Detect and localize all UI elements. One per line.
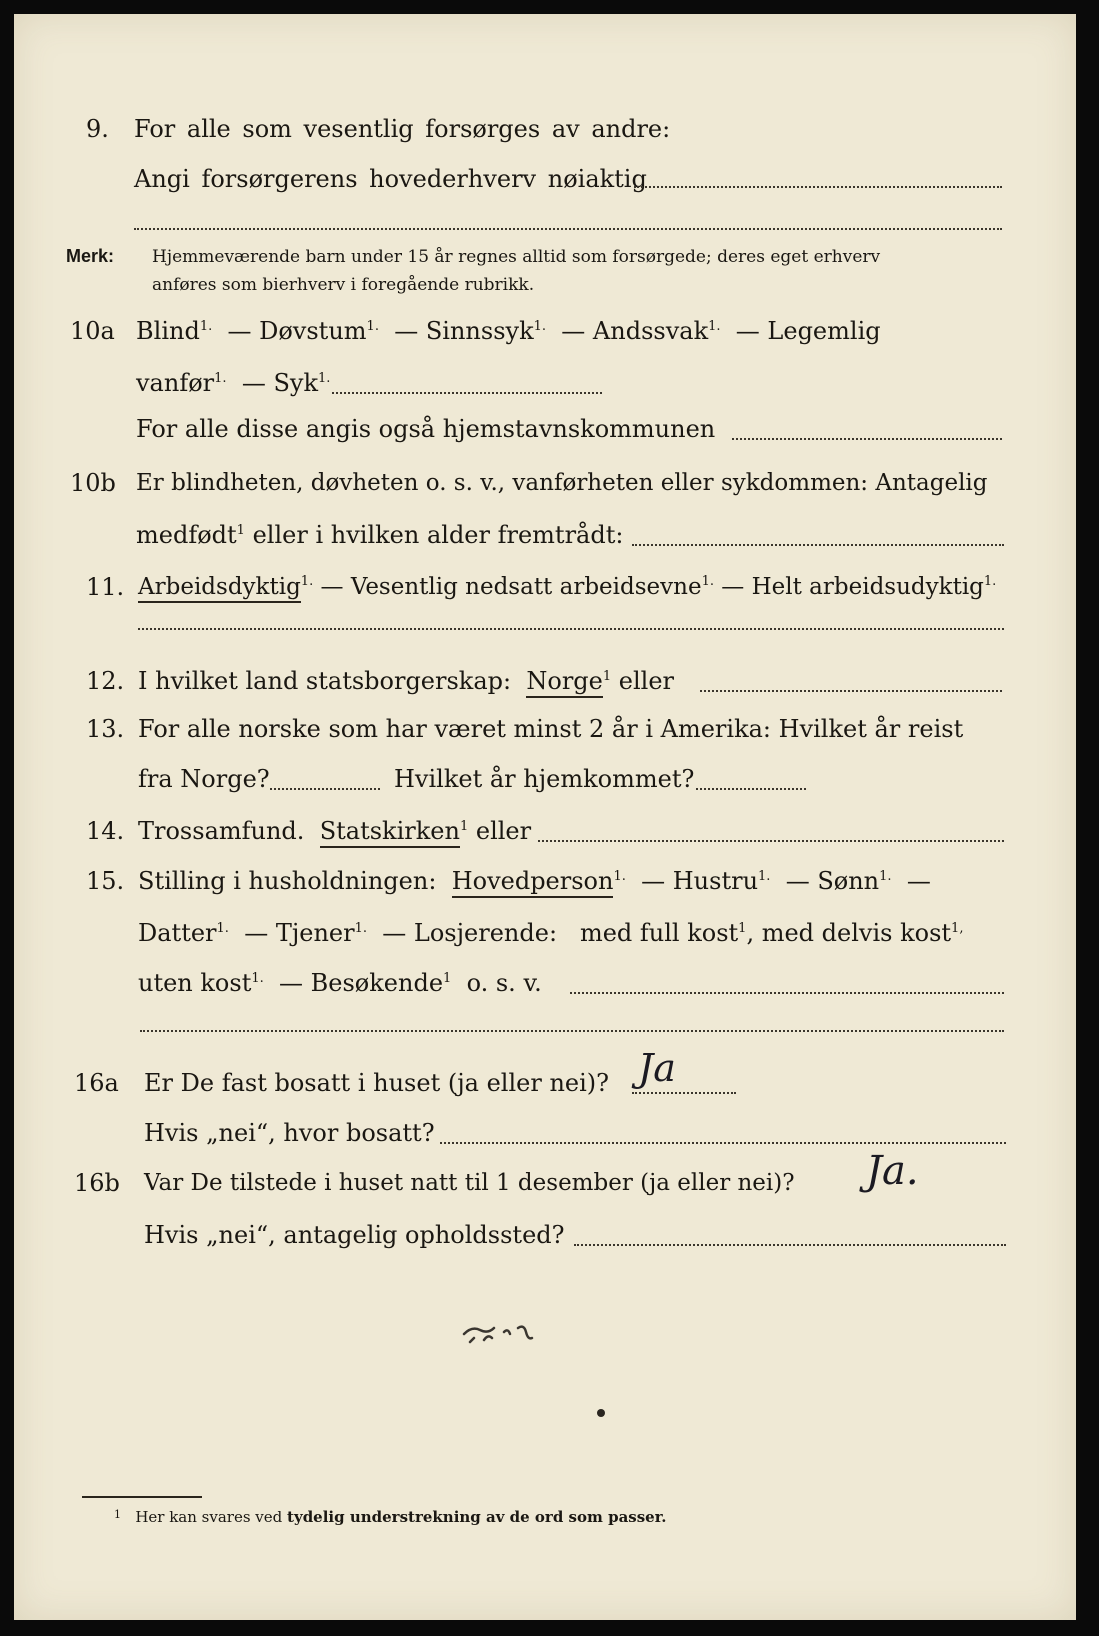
q15-besokende: — Besøkende bbox=[279, 969, 444, 997]
q10b-line2-rest: eller i hvilken alder fremtrådt: bbox=[252, 521, 624, 549]
footnote-mark: 1 bbox=[738, 921, 747, 936]
q16a-answer-line bbox=[632, 1092, 736, 1094]
q10a-hjemstavn-answer-line bbox=[732, 438, 1002, 440]
q11-nedsatt: — Vesentlig nedsatt arbeidsevne bbox=[320, 574, 702, 600]
q16a-handwritten-answer: Ja bbox=[638, 1046, 676, 1090]
q13-line1: For alle norske som har været minst 2 år i Amerika: Hvilket år reist bbox=[138, 715, 964, 743]
q15-delviskost: , med delvis kost bbox=[746, 919, 952, 947]
q15-text: Stilling i husholdningen: bbox=[138, 867, 437, 895]
q10a-vanfor: vanfør bbox=[136, 369, 215, 397]
footnote-mark: 1 bbox=[459, 819, 469, 834]
merk-label: Merk: bbox=[66, 246, 115, 266]
q15-utenkost: uten kost bbox=[138, 969, 252, 997]
q10a-legemlig: — Legemlig bbox=[735, 317, 881, 345]
q10a-line2 bbox=[136, 366, 330, 400]
q12-eller: eller bbox=[618, 667, 675, 695]
footnote-mark: 1 bbox=[443, 971, 452, 986]
q10b-line2 bbox=[136, 518, 623, 552]
q15-fullkost: med full kost bbox=[579, 919, 739, 947]
ink-scribble-mark bbox=[460, 1312, 540, 1352]
footnote bbox=[114, 1508, 666, 1526]
ink-dot bbox=[594, 1406, 608, 1420]
q12-answer-line bbox=[700, 690, 1002, 692]
q11-line1 bbox=[138, 570, 996, 604]
q10a-syk: — Syk bbox=[241, 369, 318, 397]
q10a-line1 bbox=[136, 314, 881, 348]
q16b-line2: Hvis „nei“, antagelig opholdssted? bbox=[144, 1221, 565, 1249]
footnote-mark: 1. bbox=[354, 921, 368, 936]
q15-sonn: — Sønn bbox=[785, 867, 880, 895]
q11-udyktig: — Helt arbeidsudyktig bbox=[721, 574, 984, 600]
footnote-mark: 1 bbox=[236, 523, 245, 538]
q10b-answer-line bbox=[632, 544, 1004, 546]
q15-line2 bbox=[138, 916, 963, 950]
q10a-syk-answer-line bbox=[332, 392, 602, 394]
q15-osv: o. s. v. bbox=[466, 969, 542, 997]
footnote-mark: 1. bbox=[533, 319, 547, 334]
q10a-andssvak: — Andssvak bbox=[561, 317, 709, 345]
q10b-line1: Er blindheten, døvheten o. s. v., vanførheten eller sykdommen: Antagelig bbox=[136, 470, 988, 496]
footnote-separator bbox=[82, 1496, 202, 1498]
q14-line bbox=[138, 814, 531, 848]
q15-line1 bbox=[138, 864, 931, 898]
q14-statskirken: Statskirken bbox=[320, 817, 460, 848]
q9-answer-line bbox=[634, 186, 1002, 188]
footnote-text-b: tydelig understrekning av de ord som passer. bbox=[287, 1508, 667, 1526]
q16a-bosatt-answer-line bbox=[440, 1142, 1006, 1144]
q12-text: I hvilket land statsborgerskap: bbox=[138, 667, 512, 695]
footnote-mark: 1. bbox=[366, 319, 379, 334]
q13-number: 13. bbox=[86, 715, 125, 743]
q15-hustru: — Hustru bbox=[641, 867, 759, 895]
footnote-mark: 1 bbox=[114, 1508, 121, 1521]
q12-line bbox=[138, 664, 674, 698]
q13-reist-answer-line bbox=[270, 788, 380, 790]
q15-number: 15. bbox=[86, 867, 125, 895]
q15-answer-line bbox=[570, 992, 1004, 994]
q10a-number: 10a bbox=[70, 317, 115, 345]
footnote-mark: 1. bbox=[701, 574, 714, 589]
footnote-mark: 1. bbox=[317, 371, 331, 386]
footnote-mark: 1. bbox=[983, 574, 997, 589]
merk-line1: Hjemmeværende barn under 15 år regnes alltid som forsørgede; deres eget erhverv bbox=[152, 247, 881, 267]
q16a-line1: Er De fast bosatt i huset (ja eller nei)? bbox=[144, 1069, 610, 1097]
q15-extra-line bbox=[140, 1030, 1004, 1032]
q13-hjemkommet-answer-line bbox=[696, 788, 806, 790]
q15-datter: Datter bbox=[138, 919, 217, 947]
q10a-dovstum: — Døvstum bbox=[227, 317, 367, 345]
q10a-blind: Blind bbox=[136, 317, 200, 345]
q11-arbeidsdyktig: Arbeidsdyktig bbox=[138, 574, 301, 603]
q14-eller: eller bbox=[475, 817, 532, 845]
q16b-number: 16b bbox=[74, 1169, 120, 1197]
q15-tjener: — Tjener bbox=[244, 919, 355, 947]
footnote-text-a: Her kan svares ved bbox=[135, 1508, 283, 1526]
q13-line2b: Hvilket år hjemkommet? bbox=[394, 765, 695, 793]
q15-line3 bbox=[138, 966, 542, 1000]
q9-extra-line bbox=[134, 228, 1002, 230]
q14-text: Trossamfund. bbox=[138, 817, 305, 845]
footnote-mark: 1. bbox=[300, 574, 314, 589]
footnote-mark: 1. bbox=[613, 869, 626, 884]
census-form-page bbox=[14, 14, 1076, 1620]
q16b-handwritten-answer: Ja. bbox=[866, 1148, 919, 1194]
footnote-mark: 1. bbox=[879, 869, 892, 884]
q10a-line3: For alle disse angis også hjemstavnskommunen bbox=[136, 415, 716, 443]
q15-dash: — bbox=[906, 867, 931, 895]
q11-number: 11. bbox=[86, 573, 125, 601]
footnote-mark: 1, bbox=[951, 921, 964, 936]
footnote-mark: 1. bbox=[199, 319, 213, 334]
q16a-number: 16a bbox=[74, 1069, 119, 1097]
q15-losjerende: — Losjerende: bbox=[382, 919, 558, 947]
q14-answer-line bbox=[538, 840, 1004, 842]
q15-hovedperson: Hovedperson bbox=[452, 867, 614, 898]
q12-norge: Norge bbox=[526, 667, 603, 698]
q10b-number: 10b bbox=[70, 469, 116, 497]
q9-number: 9. bbox=[86, 115, 109, 143]
q10a-sinnssyk: — Sinnssyk bbox=[394, 317, 534, 345]
footnote-mark: 1. bbox=[708, 319, 721, 334]
footnote-mark: 1 bbox=[602, 669, 612, 684]
footnote-mark: 1. bbox=[758, 869, 771, 884]
q12-number: 12. bbox=[86, 667, 125, 695]
q16b-answer-line bbox=[574, 1244, 1006, 1246]
q16b-line1: Var De tilstede i huset natt til 1 desember (ja eller nei)? bbox=[144, 1170, 795, 1196]
q11-answer-line bbox=[138, 628, 1004, 630]
q10b-medfodt: medfødt bbox=[136, 521, 237, 549]
merk-line2: anføres som bierhverv i foregående rubrikk. bbox=[152, 275, 535, 295]
q13-line2a: fra Norge? bbox=[138, 765, 270, 793]
q14-number: 14. bbox=[86, 817, 125, 845]
q9-line2: Angi forsørgerens hovederhverv nøiaktig bbox=[134, 165, 647, 193]
footnote-mark: 1. bbox=[216, 921, 229, 936]
q9-line1: For alle som vesentlig forsørges av andre: bbox=[134, 115, 671, 143]
footnote-mark: 1. bbox=[214, 371, 227, 386]
footnote-mark: 1. bbox=[251, 971, 264, 986]
q16a-line2: Hvis „nei“, hvor bosatt? bbox=[144, 1119, 435, 1147]
